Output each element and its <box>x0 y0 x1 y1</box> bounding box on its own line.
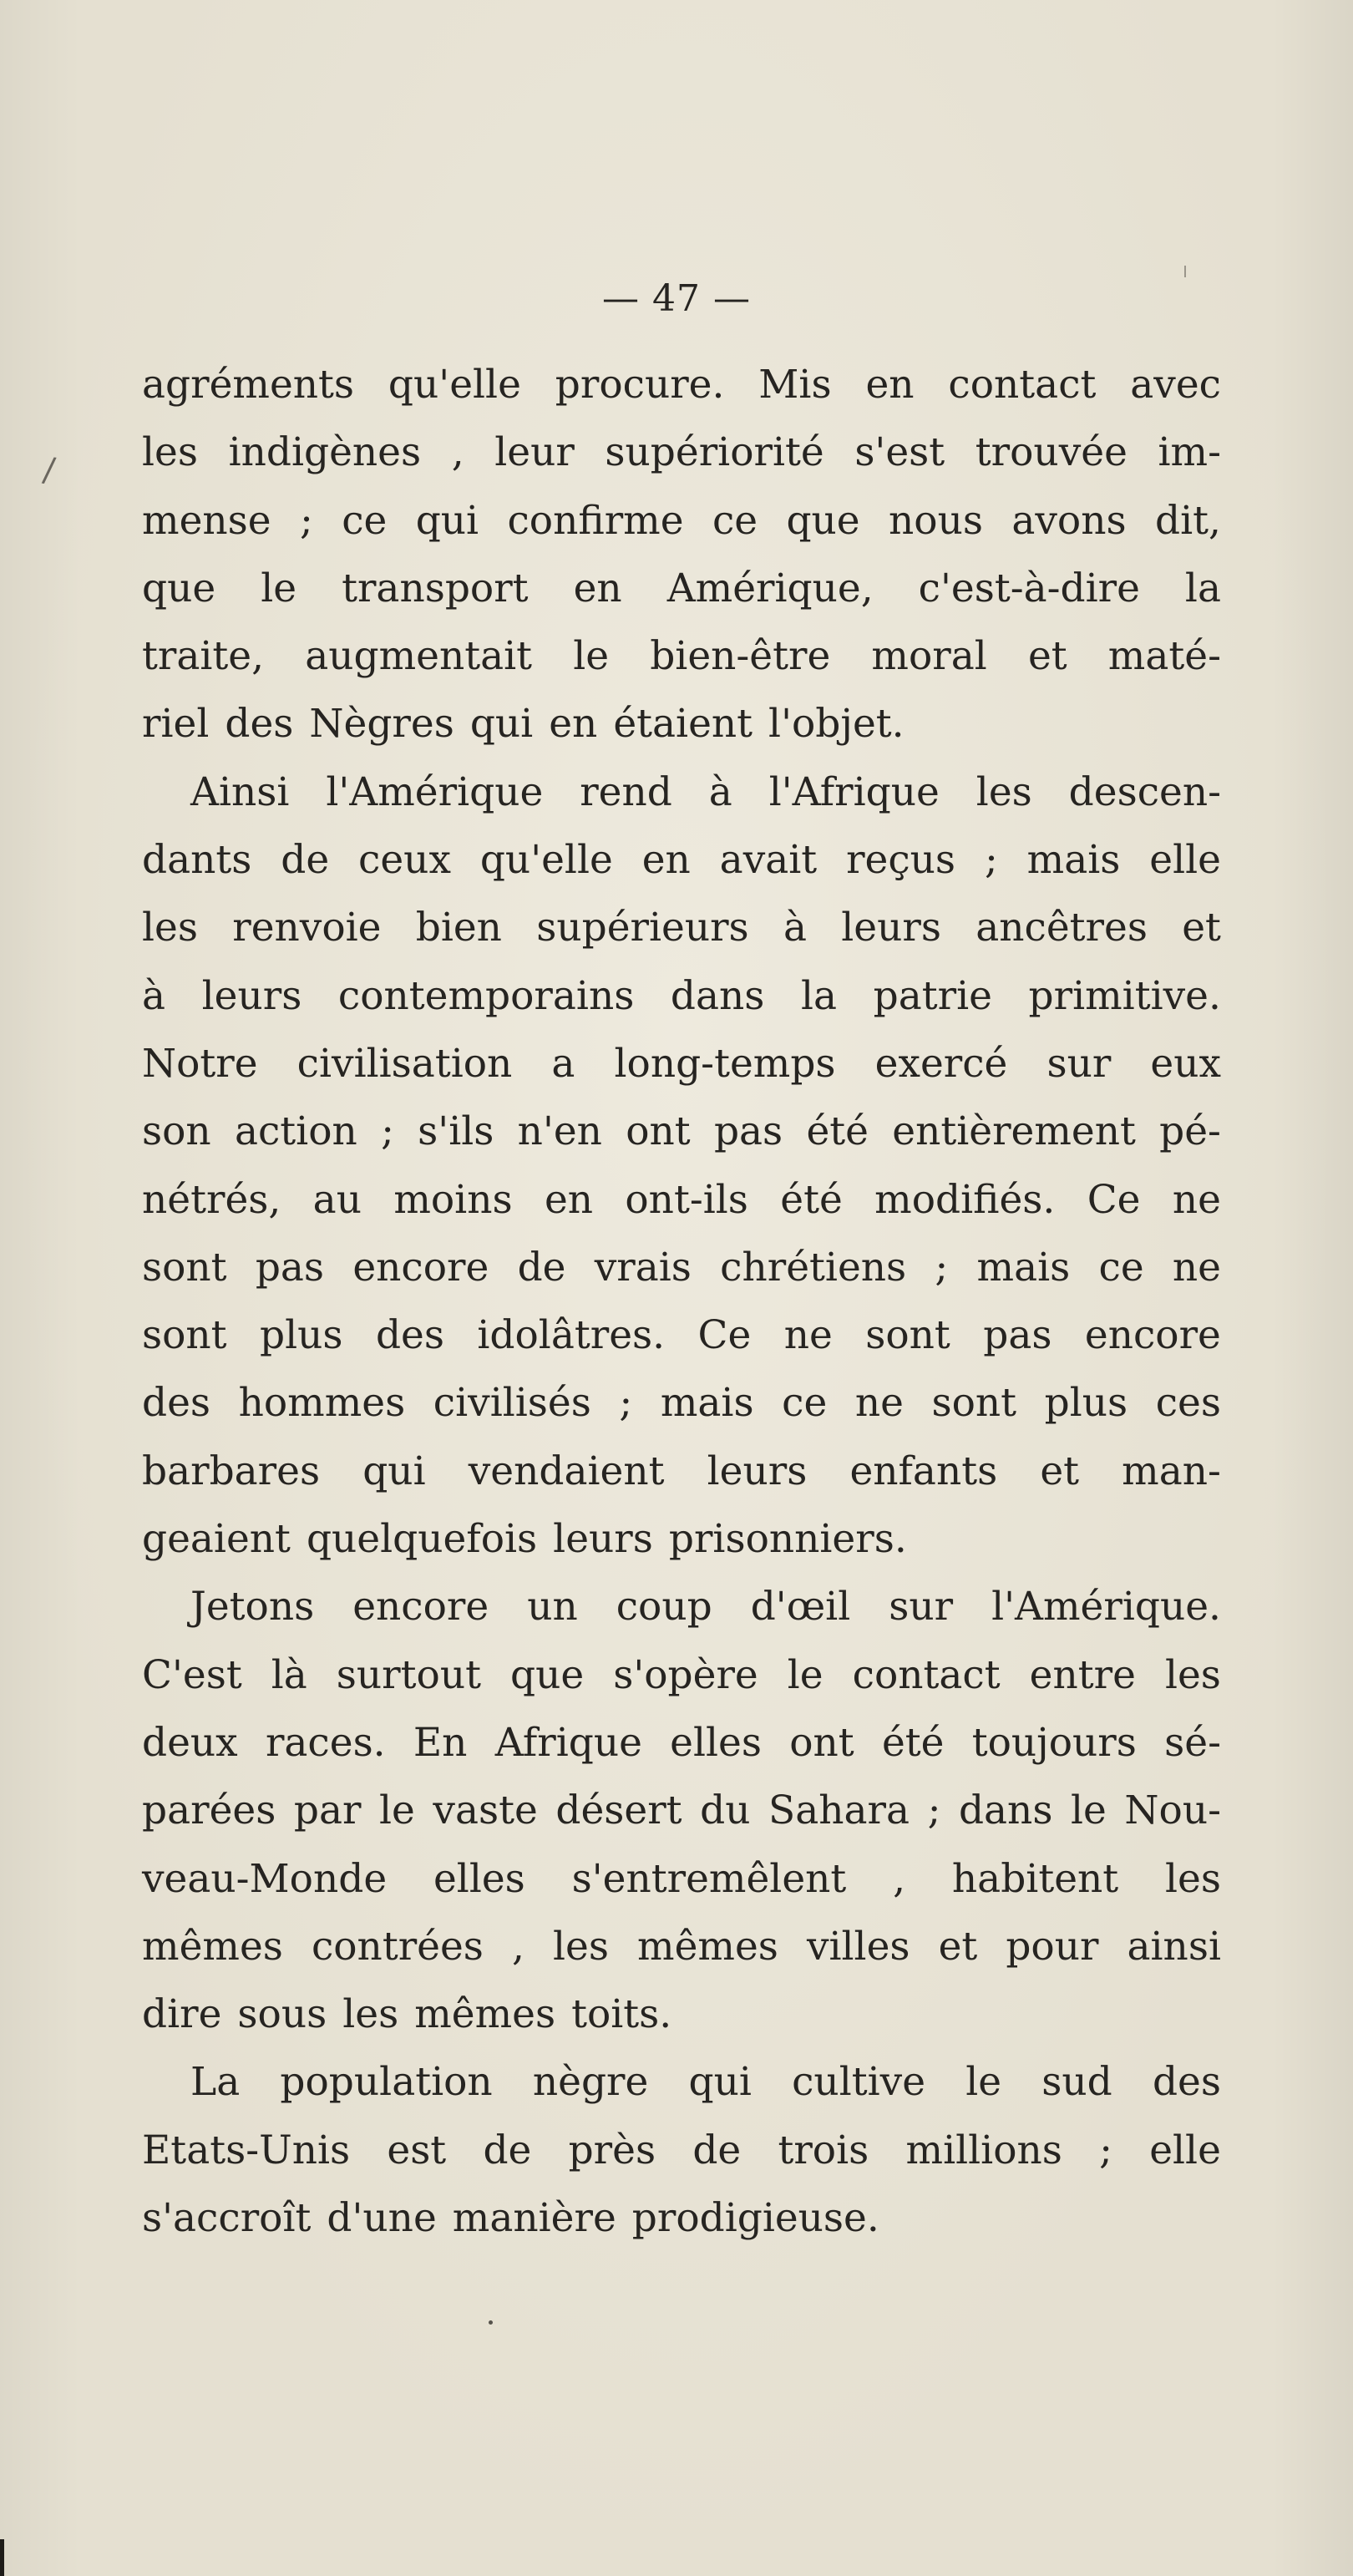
text-line: Etats-Unis est de près de trois millions ; elle <box>142 2127 1221 2173</box>
text-line: deux races. En Afrique elles ont été toujours sé- <box>142 1719 1221 1766</box>
text-line: barbares qui vendaient leurs enfants et man- <box>142 1448 1221 1494</box>
paragraph <box>142 1573 1221 2048</box>
text-line: que le transport en Amérique, c'est-à-dire la <box>142 565 1221 611</box>
text-line: dants de ceux qu'elle en avait reçus ; mais elle <box>142 837 1221 884</box>
text-line: à leurs contemporains dans la patrie primitive. <box>142 972 1221 1019</box>
text-line: les renvoie bien supérieurs à leurs ancêtres et <box>142 905 1221 951</box>
text-line: La population nègre qui cultive le sud des <box>190 2059 1221 2106</box>
paper-tick-mark <box>1184 266 1186 277</box>
text-line: Ainsi l'Amérique rend à l'Afrique les descen- <box>190 768 1221 815</box>
text-line: mense ; ce qui confirme ce que nous avons dit, <box>142 497 1221 544</box>
text-line: geaient quelquefois leurs prisonniers. <box>142 1516 907 1563</box>
text-line: les indigènes , leur supériorité s'est trouvée im- <box>142 429 1221 476</box>
margin-pencil-mark: / <box>40 450 58 490</box>
text-line: agréments qu'elle procure. Mis en contact avec <box>142 362 1221 408</box>
page-number: — 47 — <box>602 277 751 320</box>
text-line: son action ; s'ils n'en ont pas été entièrement pé- <box>142 1108 1221 1155</box>
scan-edge-mark <box>0 2539 4 2576</box>
paragraph <box>142 758 1221 1574</box>
ink-speck <box>489 2320 493 2325</box>
text-line: traite, augmentait le bien-être moral et maté- <box>142 633 1221 680</box>
text-line: nétrés, au moins en ont-ils été modifiés. Ce ne <box>142 1176 1221 1223</box>
paragraph <box>142 351 1221 758</box>
text-line: s'accroît d'une manière prodigieuse. <box>142 2195 879 2242</box>
text-line: veau-Monde elles s'entremêlent , habitent les <box>142 1855 1221 1902</box>
text-line: Notre civilisation a long-temps exercé sur eux <box>142 1040 1221 1087</box>
paragraph <box>142 2048 1221 2252</box>
text-line: dire sous les mêmes toits. <box>142 1991 672 2038</box>
text-line: sont pas encore de vrais chrétiens ; mais ce ne <box>142 1244 1221 1291</box>
text-line: C'est là surtout que s'opère le contact entre les <box>142 1651 1221 1698</box>
body-text <box>142 351 1221 2252</box>
text-line: des hommes civilisés ; mais ce ne sont plus ces <box>142 1380 1221 1427</box>
text-line: mêmes contrées , les mêmes villes et pour ainsi <box>142 1923 1221 1970</box>
text-line: parées par le vaste désert du Sahara ; dans le Nou- <box>142 1787 1221 1834</box>
text-line: Jetons encore un coup d'œil sur l'Amérique. <box>190 1584 1221 1630</box>
text-line: riel des Nègres qui en étaient l'objet. <box>142 701 905 748</box>
text-line: sont plus des idolâtres. Ce ne sont pas encore <box>142 1312 1221 1359</box>
